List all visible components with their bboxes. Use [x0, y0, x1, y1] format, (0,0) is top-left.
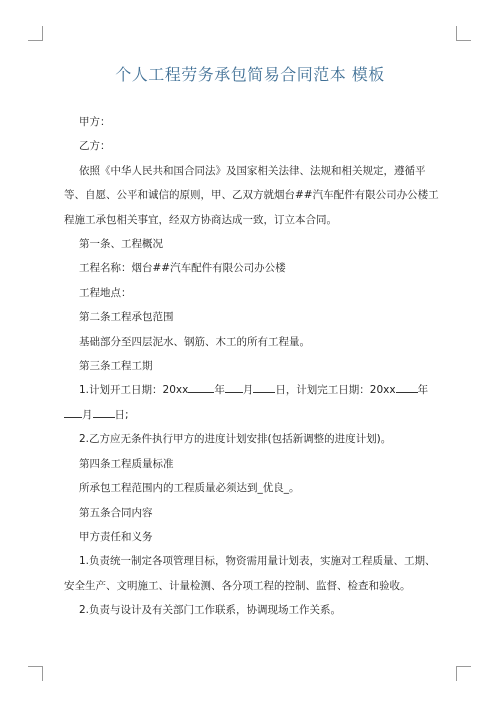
end-day-blank — [93, 406, 115, 418]
article-5-heading: 第五条合同内容 — [79, 506, 153, 519]
article-4-heading: 第四条工程质量标准 — [79, 457, 174, 470]
crop-mark-top-right — [456, 26, 471, 41]
start-month-blank — [225, 381, 243, 393]
duty-1-paragraph: 1.负责统一制定各项管理目标，物资需用量计划表，实施对工程质量、工期、安全生产、文明施工、计量检测、各分项工程的控制、监督、检查和验收。 — [64, 555, 436, 592]
article-2-heading: 第二条工程承包范围 — [79, 311, 174, 324]
intro-paragraph: 依照《中华人民共和国合同法》及国家相关法律、法规和相关规定，遵循平等、自愿、公平和诚信的原则，甲、乙双方就烟台##汽车配件有限公司办公楼工程施工承包相关事宜，经双方协商达成一致，订立本合同。 — [64, 164, 439, 226]
start-year-unit: 年 — [214, 384, 225, 397]
crop-mark-bottom-left — [28, 666, 43, 681]
end-year-blank — [396, 381, 418, 393]
start-month-unit: 月 — [242, 384, 254, 397]
schedule-line-1 — [64, 378, 440, 427]
article-1-heading: 第一条、工程概况 — [79, 238, 163, 251]
party-a-line: 甲方： — [79, 116, 111, 128]
start-day-unit: 日 — [275, 384, 286, 397]
end-day-unit: 日; — [114, 408, 129, 421]
party-b-line: 乙方： — [79, 140, 111, 153]
end-year-unit: 年 — [417, 384, 429, 397]
project-name-line: 工程名称：烟台##汽车配件有限公司办公楼 — [79, 262, 286, 275]
scope-line: 基础部分至四层泥水、钢筋、木工的所有工程量。 — [79, 335, 310, 348]
start-day-blank — [253, 381, 275, 393]
end-date-label: ，计划完工日期：20xx — [285, 384, 396, 397]
start-year-blank — [188, 381, 214, 393]
crop-mark-bottom-right — [456, 666, 471, 681]
schedule-line-2: 2.乙方应无条件执行甲方的进度计划安排(包括新调整的进度计划)。 — [79, 433, 392, 446]
duty-2-paragraph: 2.负责与设计及有关部门工作联系，协调现场工作关系。 — [79, 604, 342, 617]
document-title: 个人工程劳务承包简易合同范本 模板 — [115, 65, 385, 84]
article-3-heading: 第三条工程工期 — [79, 360, 153, 373]
start-date-label: 1.计划开工日期：20xx — [79, 384, 189, 397]
party-a-duties-heading: 甲方责任和义务 — [79, 530, 153, 543]
quality-line: 所承包工程范围内的工程质量必须达到_优良_。 — [79, 482, 300, 495]
project-site-line: 工程地点： — [79, 286, 132, 299]
document-body — [64, 110, 440, 623]
crop-mark-top-left — [28, 26, 43, 41]
end-month-unit: 月 — [82, 408, 93, 421]
end-month-blank — [64, 406, 82, 418]
